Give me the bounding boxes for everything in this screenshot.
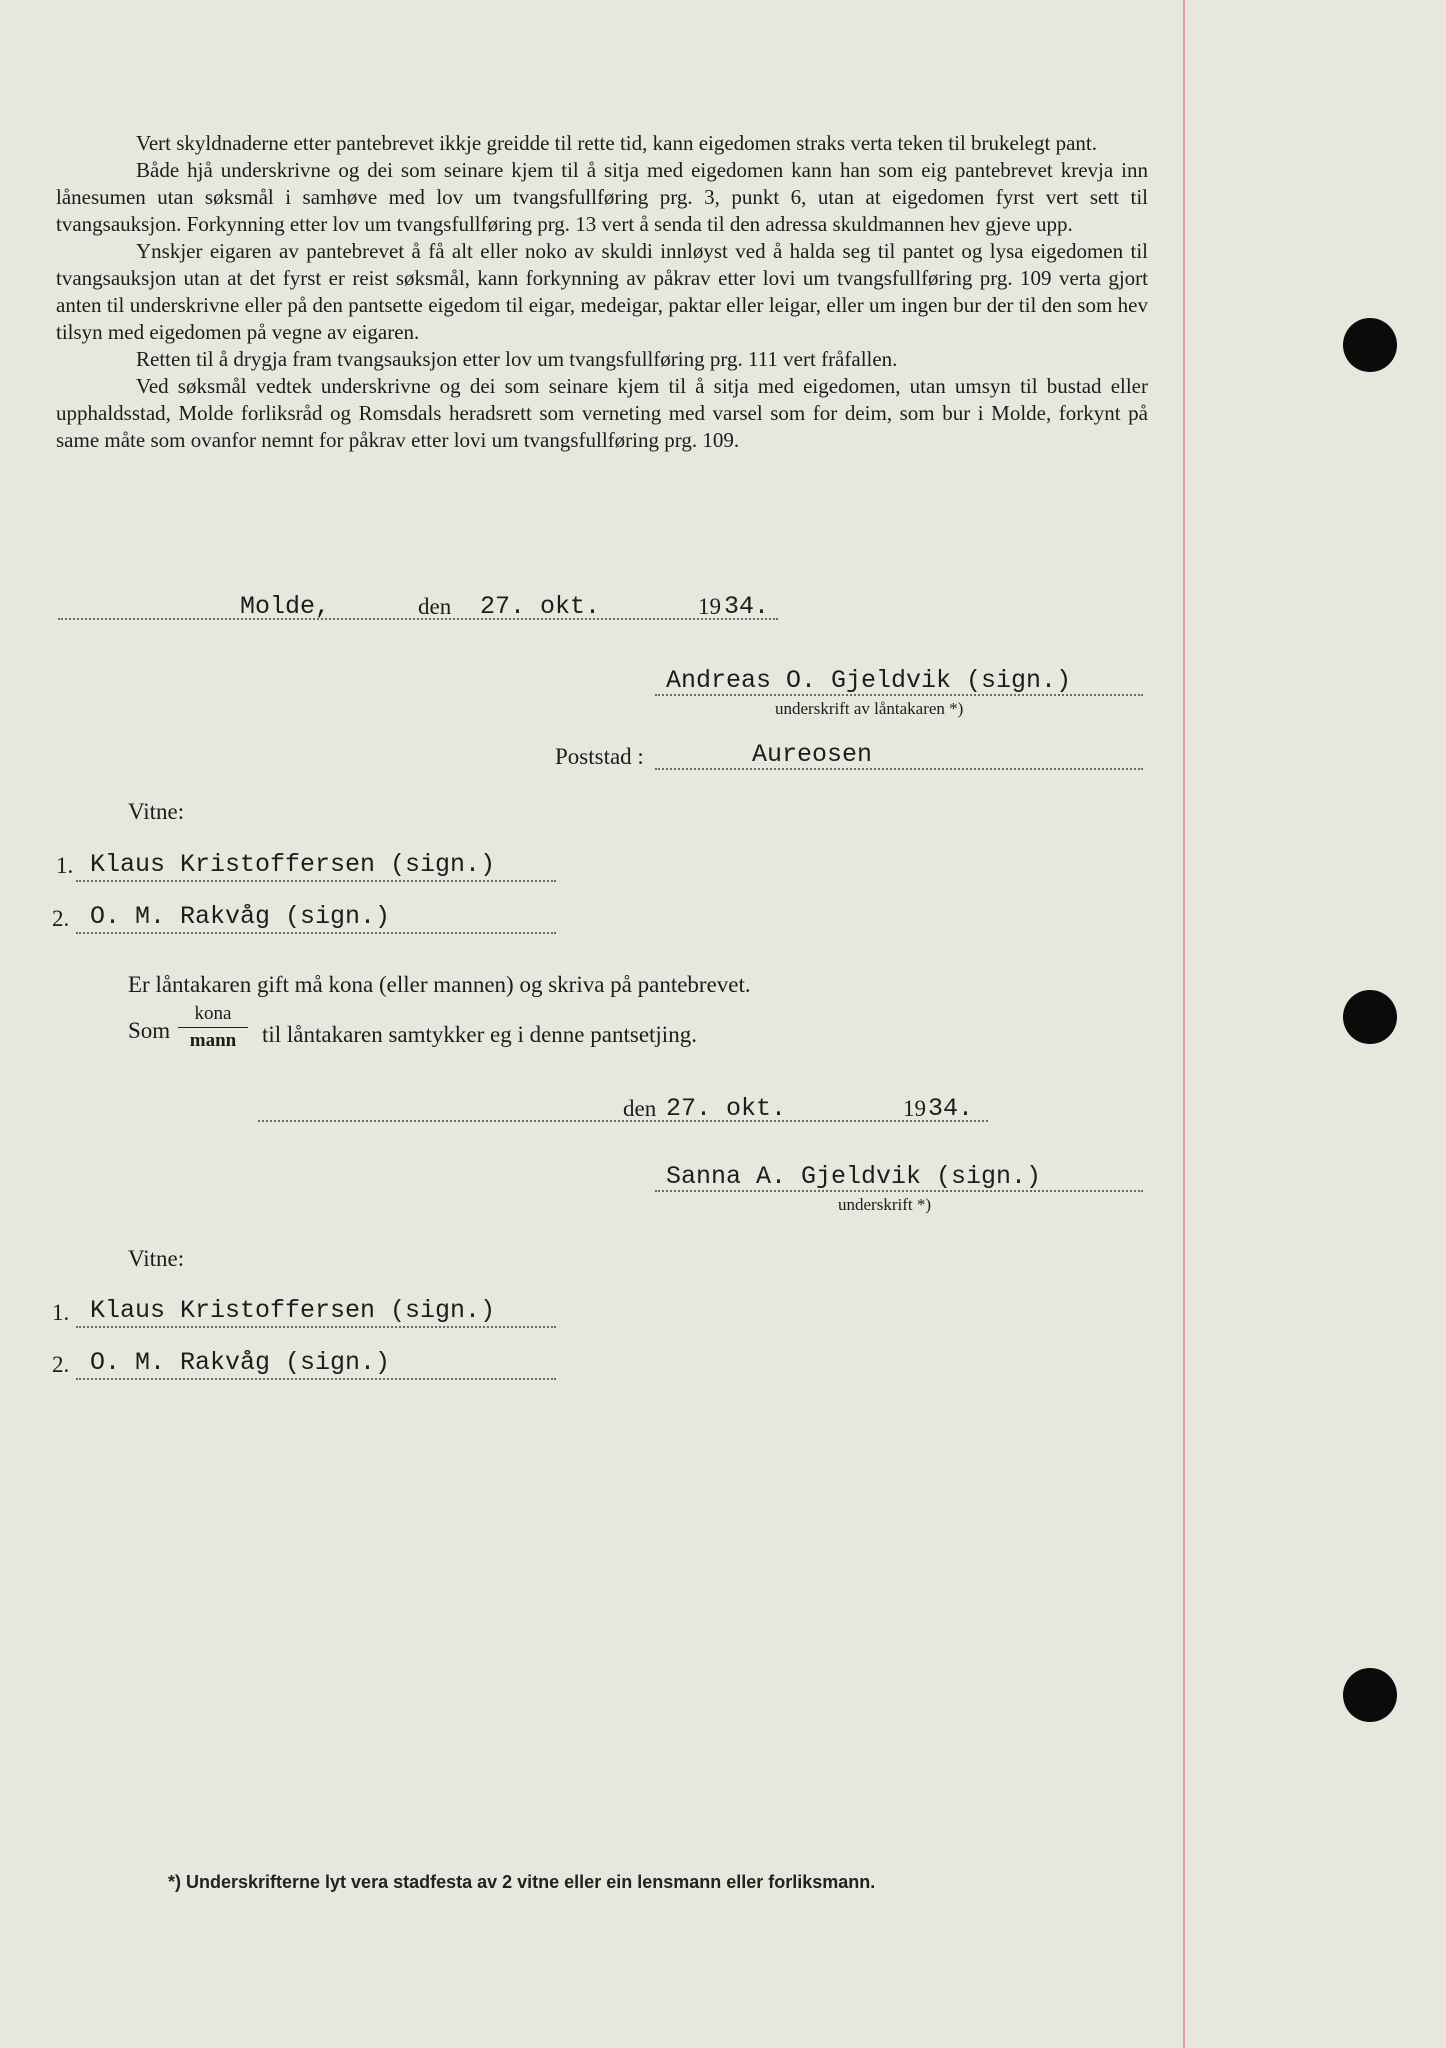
consent-line-1: Er låntakaren gift må kona (eller mannen) og skriva på pantebrevet. <box>128 972 751 997</box>
witness1-1-name: Klaus Kristoffersen (sign.) <box>90 850 496 879</box>
date2-century: 19 <box>903 1096 926 1121</box>
date1-den: den <box>418 594 452 619</box>
paragraph-4: Retten til å drygja fram tvangsauksjon etter lov um tvangsfullføring prg. 111 vert fråfallen. <box>136 347 898 371</box>
binder-hole-top <box>1343 318 1397 372</box>
date1-century: 19 <box>698 594 721 619</box>
date1-day: 27. okt. <box>480 592 601 621</box>
witnesses2-label: Vitne: <box>128 1246 185 1271</box>
binder-hole-bottom <box>1343 1668 1397 1722</box>
consent-line-2: til låntakaren samtykker eg i denne pantsetjing. <box>262 1022 697 1047</box>
consent-som: Som <box>128 1018 171 1043</box>
binder-hole-middle <box>1343 990 1397 1044</box>
witness1-1-line <box>76 880 556 882</box>
poststad-line <box>655 768 1143 770</box>
witness2-2-line <box>76 1378 556 1380</box>
witness1-2-name: O. M. Rakvåg (sign.) <box>90 902 391 931</box>
witnesses1-label: Vitne: <box>128 799 185 824</box>
date2-day: 27. okt. <box>666 1094 787 1123</box>
footnote: *) Underskrifterne lyt vera stadfesta av 2 vitne eller ein lensmann eller forliksmann. <box>168 1872 876 1892</box>
kona-mann-fraction <box>178 1003 248 1052</box>
date2-den: den <box>623 1096 657 1121</box>
witness1-1-num: 1. <box>56 853 74 878</box>
margin-rule <box>1183 0 1185 2048</box>
witness2-1-num: 1. <box>52 1300 70 1325</box>
date1-year: 34. <box>724 592 770 621</box>
signature2-name: Sanna A. Gjeldvik (sign.) <box>666 1162 1042 1191</box>
date2-year: 34. <box>928 1094 974 1123</box>
terms-text <box>56 130 1148 454</box>
poststad-label: Poststad : <box>555 744 644 769</box>
signature1-name: Andreas O. Gjeldvik (sign.) <box>666 666 1072 695</box>
signature1-caption: underskrift av låntakaren *) <box>775 699 964 718</box>
date1-place: Molde, <box>240 592 331 621</box>
signature2-caption: underskrift *) <box>838 1195 932 1214</box>
witness2-2-num: 2. <box>52 1352 70 1377</box>
witness2-1-line <box>76 1326 556 1328</box>
witness2-2-name: O. M. Rakvåg (sign.) <box>90 1348 391 1377</box>
paragraph-2: Både hjå underskrivne og dei som seinare kjem til å sitja med eigedomen kann han som eig pantebrevet krevja inn lånesumen utan søksmål i samhøve med lov um tvangsfullføring prg. 3, punkt 6, utan at eigedomen fyrst vert sett til tvangsauksjon. Forkynning etter lov um tvangsfullføring prg. 13 vert å senda til den adressa skuldmannen hev gjeve upp. <box>56 158 1148 236</box>
paragraph-5: Ved søksmål vedtek underskrivne og dei som seinare kjem til å sitja med eigedomen, utan umsyn til bustad eller upphaldsstad, Molde forliksråd og Romsdals heradsrett som verneting med varsel som for deim, som bur i Molde, forkynt på same måte som ovanfor nemnt for påkrav etter lovi um tvangsfullføring prg. 109. <box>56 374 1148 452</box>
witness1-2-line <box>76 932 556 934</box>
fraction-mann: mann <box>189 1030 237 1051</box>
paragraph-1: Vert skyldnaderne etter pantebrevet ikkje greidde til rette tid, kann eigedomen straks verta teken til brukelegt pant. <box>136 131 1097 155</box>
fraction-kona: kona <box>178 1003 248 1028</box>
paragraph-3: Ynskjer eigaren av pantebrevet å få alt eller noko av skuldi innløyst ved å halda seg til pantet og lysa eigedomen til tvangsauksjon utan at det fyrst er reist søksmål, kann forkynning av påkrav etter lovi um tvangsfullføring prg. 109 verta gjort anten til underskrivne eller på den pantsette eigedom til eigar, medeigar, paktar eller leigar, eller um ingen bur der til den som hev tilsyn med eigedomen på vegne av eigaren. <box>56 239 1148 344</box>
witness1-2-num: 2. <box>52 906 70 931</box>
poststad-value: Aureosen <box>752 740 873 769</box>
witness2-1-name: Klaus Kristoffersen (sign.) <box>90 1296 496 1325</box>
